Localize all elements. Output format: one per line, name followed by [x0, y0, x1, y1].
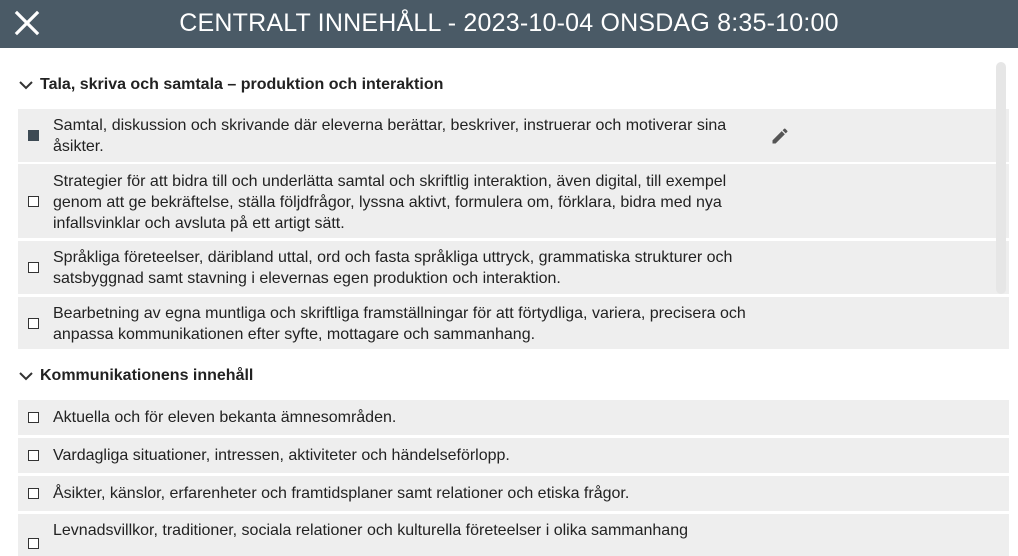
- checkbox[interactable]: [28, 318, 39, 329]
- item-text: Aktuella och för eleven bekanta ämnesområden.: [53, 409, 397, 426]
- item-text: Levnadsvillkor, traditioner, sociala relationer och kulturella företeelser i olika sammanhang: [53, 522, 688, 539]
- list-item[interactable]: [18, 109, 1009, 162]
- chevron-down-icon: [18, 368, 34, 384]
- list-item[interactable]: [18, 297, 1009, 349]
- section-title: Tala, skriva och samtala – produktion och interaktion: [40, 76, 444, 93]
- list-item[interactable]: [18, 514, 1009, 556]
- dialog-header: [0, 0, 1018, 48]
- item-text: Samtal, diskussion och skrivande där eleverna berättar, beskriver, instruerar och motiverar sina åsikter.: [53, 117, 727, 155]
- content-area: [0, 48, 1018, 556]
- item-text: Åsikter, känslor, erfarenheter och framtidsplaner samt relationer och etiska frågor.: [53, 485, 630, 502]
- item-text: Språkliga företeelser, däribland uttal, ord och fasta språkliga uttryck, grammatiska strukturer och satsbyggnad samt stavning i elevernas egen produktion och interaktion.: [53, 249, 733, 287]
- dialog-title: CENTRALT INNEHÅLL - 2023-10-04 ONSDAG 8:35-10:00: [179, 9, 839, 37]
- item-text: Vardagliga situationer, intressen, aktiviteter och händelseförlopp.: [53, 447, 510, 464]
- item-text: Bearbetning av egna muntliga och skriftliga framställningar för att förtydliga, variera, precisera och anpassa kommunikationen efter syfte, mottagare och sammanhang.: [53, 305, 746, 343]
- checkbox[interactable]: [28, 538, 39, 549]
- checkbox[interactable]: [28, 262, 39, 273]
- list-item[interactable]: [18, 241, 1009, 294]
- checkbox[interactable]: [28, 196, 39, 207]
- list-item[interactable]: [18, 476, 1009, 511]
- item-text: Strategier för att bidra till och underlätta samtal och skriftlig interaktion, även digital, till exempel genom att ge bekräftelse, ställa följdfrågor, lyssna aktivt, formulera om, förklara, bidra med nya infallsvinklar och avsluta på ett artigt sätt.: [53, 173, 727, 232]
- list-item[interactable]: [18, 164, 1009, 238]
- section-title: Kommunikationens innehåll: [40, 367, 254, 384]
- section-header-kommunikation[interactable]: [18, 364, 253, 388]
- checkbox[interactable]: [28, 412, 39, 423]
- edit-icon[interactable]: [770, 126, 790, 146]
- chevron-down-icon: [18, 77, 34, 93]
- scrollbar[interactable]: [996, 62, 1006, 294]
- checkbox[interactable]: [28, 488, 39, 499]
- list-item[interactable]: [18, 400, 1009, 435]
- list-item[interactable]: [18, 438, 1009, 473]
- checkbox[interactable]: [28, 130, 39, 141]
- section-header-tala-skriva[interactable]: [18, 73, 443, 97]
- checkbox[interactable]: [28, 450, 39, 461]
